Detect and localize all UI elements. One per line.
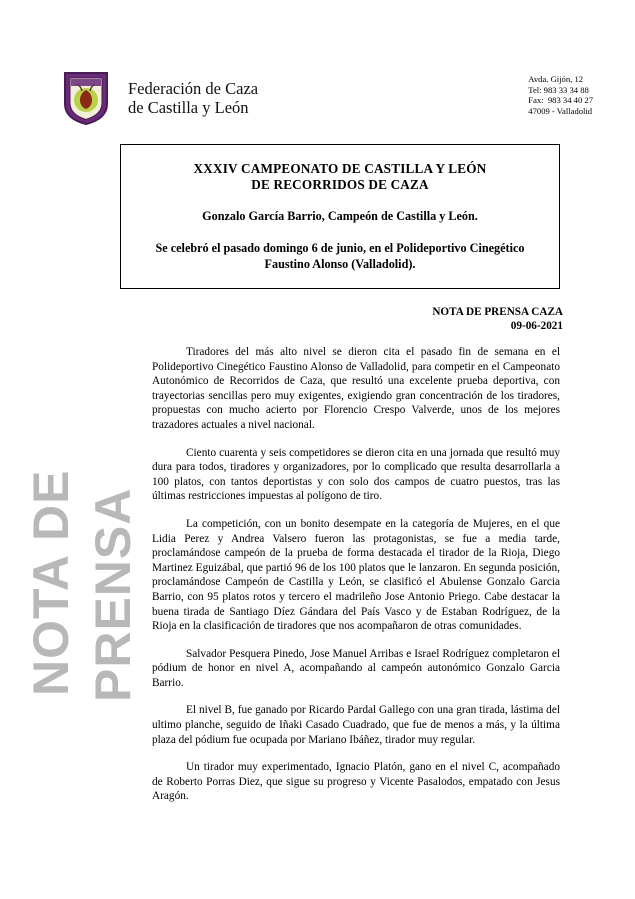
federacion-de-caza-logo-icon [62,70,110,126]
watermark-nota-de-prensa [0,300,141,720]
org-name-line2: de Castilla y León [128,98,249,117]
address-city: 47009 - Valladolid [528,105,593,116]
press-release-header [432,305,563,333]
body-paragraph: Ciento cuarenta y seis competidores se dieron cita en una jornada que resultó muy dura para todos, tiradores y organizadores, por lo complicado que resulta desarrollarla a 100 platos, con tantos deportistas y con solo dos campos de cuatro puestos, tras las últimas restricciones impuestas al polígono de tiro. [152,446,560,503]
document-subtitle-event-line2: Faustino Alonso (Valladolid). [264,257,416,271]
document-header [0,34,635,117]
body-paragraph: Un tirador muy experimentado, Ignacio Platón, gano en el nivel C, acompañado de Roberto Porras Diez, que sigue su progreso y Vicente Pasalodos, empatado con Jesus Aragón. [152,761,560,803]
document-subtitle-event [139,240,541,272]
document-title [139,161,541,193]
watermark-word-prensa: PRENSA [85,487,141,702]
contact-address-block [528,74,593,116]
address-fax: Fax: 983 34 40 27 [528,95,593,106]
document-title-line1: XXXIV CAMPEONATO DE CASTILLA Y LEÓN [193,161,487,176]
title-box [120,144,560,289]
body-paragraph: El nivel B, fue ganado por Ricardo Pardal Gallego con una gran tirada, lástima del ultimo planche, seguido de Iñaki Casado Cuadrado, que fue de menos a más, y la última plaza del pódium fue ocupada por Mariano Ibáñez, tirador muy regular. [152,704,560,746]
organization-name [128,79,258,117]
body-paragraph: Salvador Pesquera Pinedo, Jose Manuel Arribas e Israel Rodríguez completaron el pódium de honor en nivel A, acompañando al campeón autonómico Gonzalo Garcia Barrio. [152,647,560,689]
address-phone: Tel: 983 33 34 88 [528,84,589,95]
body-paragraph: Tiradores del más alto nivel se dieron cita el pasado fin de semana en el Polideportivo Cinegético Faustino Alonso de Valladolid, para competir en el Campeonato Autonómico de Recorridos de Caza, que resultó una excelente prueba deportiva, con trayectorias sencillas pero muy exigentes, exigiendo gran concentración de los tiradores, propuestas con mucho acierto por Florencio Crespo Valverde, unos de los mejores trazadores actuales a nivel nacional. [152,346,560,431]
document-subtitle-event-line1: Se celebró el pasado domingo 6 de junio, en el Polideportivo Cinegético [155,241,525,255]
org-name-line1: Federación de Caza [128,79,259,98]
address-street: Avda. Gijón, 12 [528,74,584,84]
document-title-line2: DE RECORRIDOS DE CAZA [251,177,429,192]
body-paragraph: La competición, con un bonito desempate en la categoría de Mujeres, en el que Lidia Perez y Andrea Valsero fueron las protagonistas, se fue a media tarde, proclamándose campeón de la prueba de forma destacada el tirador de la Rioja, Diego Martinez Eguizábal, que partió 96 de los 100 platos que le lanzaron. En segunda posición, proclamándose Campeón de Castilla y León, se clasificó el Abulense Gonzalo Garcia Barrio, con 95 platos rotos y tercero el madrileño Jose Antonio Priego. Cabe destacar la buena tirada de Santiago Díez Gándara del País Vasco y de Estaban Rodríguez, de la Rioja en la clasificación de tiradores que nos acompañaron de otras comunidades. [152,517,560,633]
press-release-date: 09-06-2021 [510,320,563,332]
document-subtitle-champion: Gonzalo García Barrio, Campeón de Castilla y León. [202,209,478,223]
watermark-word-nota-de: NOTA DE [23,469,79,696]
press-release-label: NOTA DE PRENSA CAZA [432,306,563,318]
press-release-body [152,345,560,804]
